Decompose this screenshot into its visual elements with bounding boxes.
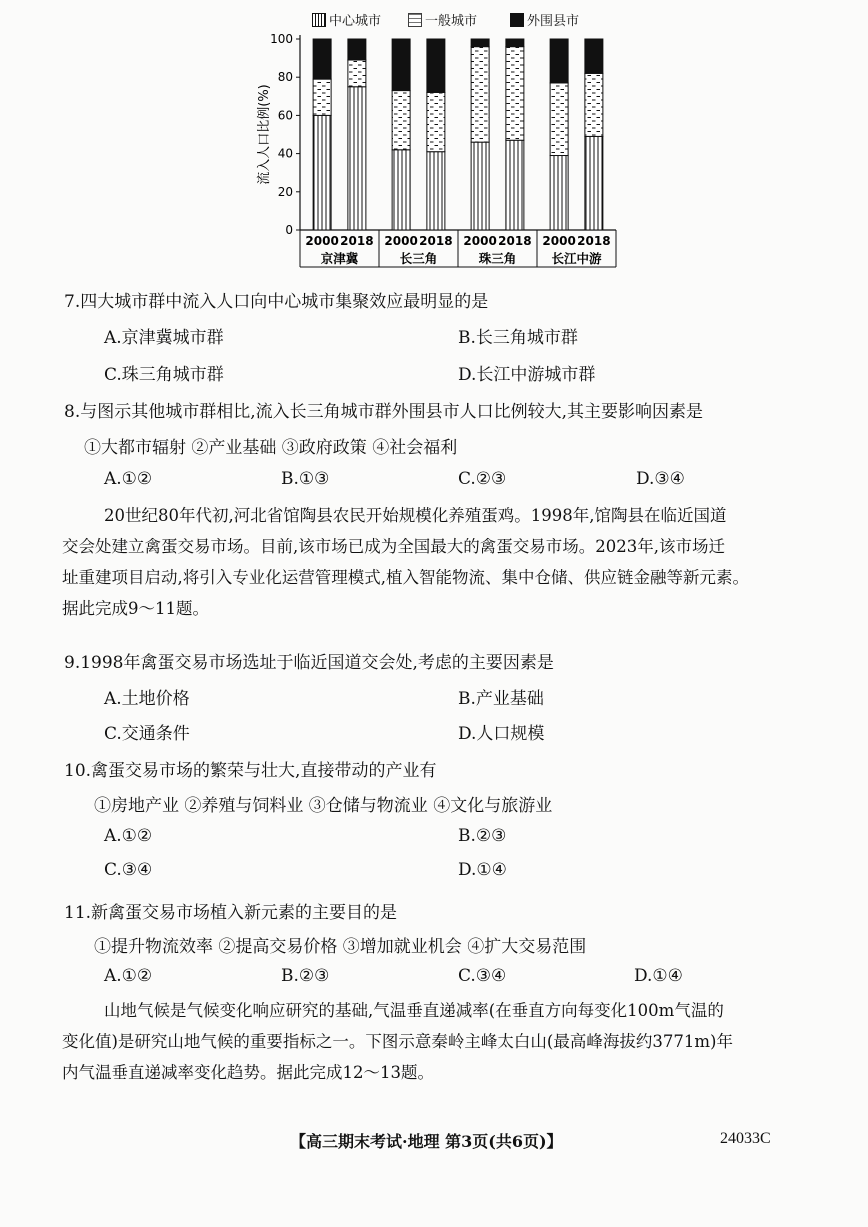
legend-label: 中心城市	[329, 14, 382, 29]
bar-segment	[348, 87, 366, 230]
y-tick-label: 100	[270, 32, 293, 46]
group-label: 长三角	[399, 251, 438, 266]
question-11-option-c: C.③④	[458, 966, 507, 986]
bar-segment	[506, 39, 524, 47]
bar-segment	[392, 39, 410, 91]
question-10-option-d: D.①④	[458, 860, 507, 880]
group-label: 珠三角	[478, 251, 517, 266]
bar-segment	[506, 47, 524, 141]
bar-segment	[348, 60, 366, 87]
question-11-stem: 11.新禽蛋交易市场植入新元素的主要目的是	[64, 903, 398, 923]
passage-line: 20世纪80年代初,河北省馆陶县农民开始规模化养殖蛋鸡。1998年,馆陶县在临近国道	[104, 506, 727, 525]
bar-segment	[392, 91, 410, 150]
bar-segment	[427, 92, 445, 151]
question-9-option-a: A.土地价格	[104, 689, 190, 709]
question-10-option-b: B.②③	[458, 826, 507, 846]
passage-line: 交会处建立禽蛋交易市场。目前,该市场已成为全国最大的禽蛋交易市场。2023年,该市场迁	[62, 537, 725, 556]
question-9-option-c: C.交通条件	[104, 724, 190, 744]
question-7-stem: 7.四大城市群中流入人口向中心城市集聚效应最明显的是	[64, 292, 489, 312]
year-label: 2018	[498, 234, 532, 248]
bar-segment	[585, 73, 603, 136]
question-10-option-a: A.①②	[104, 826, 153, 846]
question-9-option-d: D.人口规模	[458, 724, 545, 744]
y-tick-label: 60	[277, 108, 293, 123]
question-7-option-a: A.京津冀城市群	[104, 328, 224, 348]
question-10-items: ①房地产业 ②养殖与饲料业 ③仓储与物流业 ④文化与旅游业	[94, 796, 553, 816]
question-8-option-c: C.②③	[458, 469, 507, 489]
question-7-option-b: B.长三角城市群	[458, 328, 578, 348]
passage-line: 址重建项目启动,将引入专业化运营管理模式,植入智能物流、集中仓储、供应链金融等新元素。	[62, 568, 749, 587]
question-9-stem: 9.1998年禽蛋交易市场选址于临近国道交会处,考虑的主要因素是	[64, 653, 554, 673]
bar-segment	[348, 39, 366, 60]
bar-segment	[550, 83, 568, 156]
year-label: 2000	[463, 234, 497, 248]
bar-segment	[392, 150, 410, 230]
question-7-option-c: C.珠三角城市群	[104, 365, 224, 385]
legend-central-city	[312, 10, 381, 29]
y-tick-label: 40	[277, 146, 293, 161]
legend-label: 一般城市	[425, 14, 478, 29]
question-8-option-a: A.①②	[104, 469, 153, 489]
question-11-items: ①提升物流效率 ②提高交易价格 ③增加就业机会 ④扩大交易范围	[94, 937, 587, 957]
legend-swatch-dashes	[408, 13, 422, 27]
question-11-option-b: B.②③	[281, 966, 330, 986]
bar-segment	[313, 79, 331, 115]
passage-9-11	[62, 500, 807, 624]
year-label: 2018	[419, 234, 453, 248]
y-tick-label: 80	[277, 70, 293, 85]
y-tick-label: 0	[285, 223, 293, 237]
bar-segment	[506, 140, 524, 230]
question-11-option-a: A.①②	[104, 966, 153, 986]
question-11-option-d: D.①④	[634, 966, 683, 986]
population-inflow-chart	[240, 0, 620, 275]
page-footer-code: 24033C	[720, 1130, 771, 1147]
bar-segment	[471, 39, 489, 47]
year-label: 2018	[577, 234, 611, 248]
question-8-items: ①大都市辐射 ②产业基础 ③政府政策 ④社会福利	[84, 438, 458, 458]
question-8-option-b: B.①③	[281, 469, 330, 489]
year-label: 2018	[340, 234, 374, 248]
bar-segment	[427, 39, 445, 92]
legend-swatch-vertical-lines	[312, 13, 326, 27]
question-9-option-b: B.产业基础	[458, 689, 544, 709]
y-axis-title: 流入人口比例(%)	[257, 84, 272, 185]
legend-general-city	[408, 10, 477, 29]
question-10-option-c: C.③④	[104, 860, 153, 880]
passage-12-13	[62, 995, 807, 1088]
question-8-option-d: D.③④	[636, 469, 685, 489]
bar-segment	[471, 47, 489, 143]
group-label: 长江中游	[551, 251, 602, 266]
legend-swatch-solid	[510, 13, 524, 27]
bar-segment	[427, 152, 445, 230]
passage-line: 山地气候是气候变化响应研究的基础,气温垂直递减率(在垂直方向每变化100m气温的	[104, 1001, 724, 1020]
question-7-option-d: D.长江中游城市群	[458, 365, 596, 385]
bar-segment	[550, 156, 568, 230]
group-label: 京津冀	[320, 251, 359, 266]
passage-line: 变化值)是研究山地气候的重要指标之一。下图示意秦岭主峰太白山(最高峰海拔约3771m)年	[62, 1032, 733, 1051]
bar-segment	[550, 39, 568, 83]
y-tick-label: 20	[277, 184, 293, 199]
bar-segment	[585, 39, 603, 73]
year-label: 2000	[305, 234, 339, 248]
legend-peripheral-county	[510, 10, 579, 29]
bar-segment	[313, 115, 331, 230]
bar-segment	[313, 39, 331, 79]
year-label: 2000	[542, 234, 576, 248]
page-footer-title: 【高三期末考试·地理 第3页(共6页)】	[290, 1132, 563, 1151]
bar-segment	[471, 142, 489, 230]
bar-segment	[585, 136, 603, 230]
year-label: 2000	[384, 234, 418, 248]
question-8-stem: 8.与图示其他城市群相比,流入长三角城市群外围县市人口比例较大,其主要影响因素是	[64, 402, 704, 422]
question-10-stem: 10.禽蛋交易市场的繁荣与壮大,直接带动的产业有	[64, 761, 437, 781]
legend-label: 外围县市	[527, 14, 580, 29]
passage-line: 据此完成9～11题。	[62, 599, 209, 618]
passage-line: 内气温垂直递减率变化趋势。据此完成12～13题。	[62, 1063, 434, 1082]
